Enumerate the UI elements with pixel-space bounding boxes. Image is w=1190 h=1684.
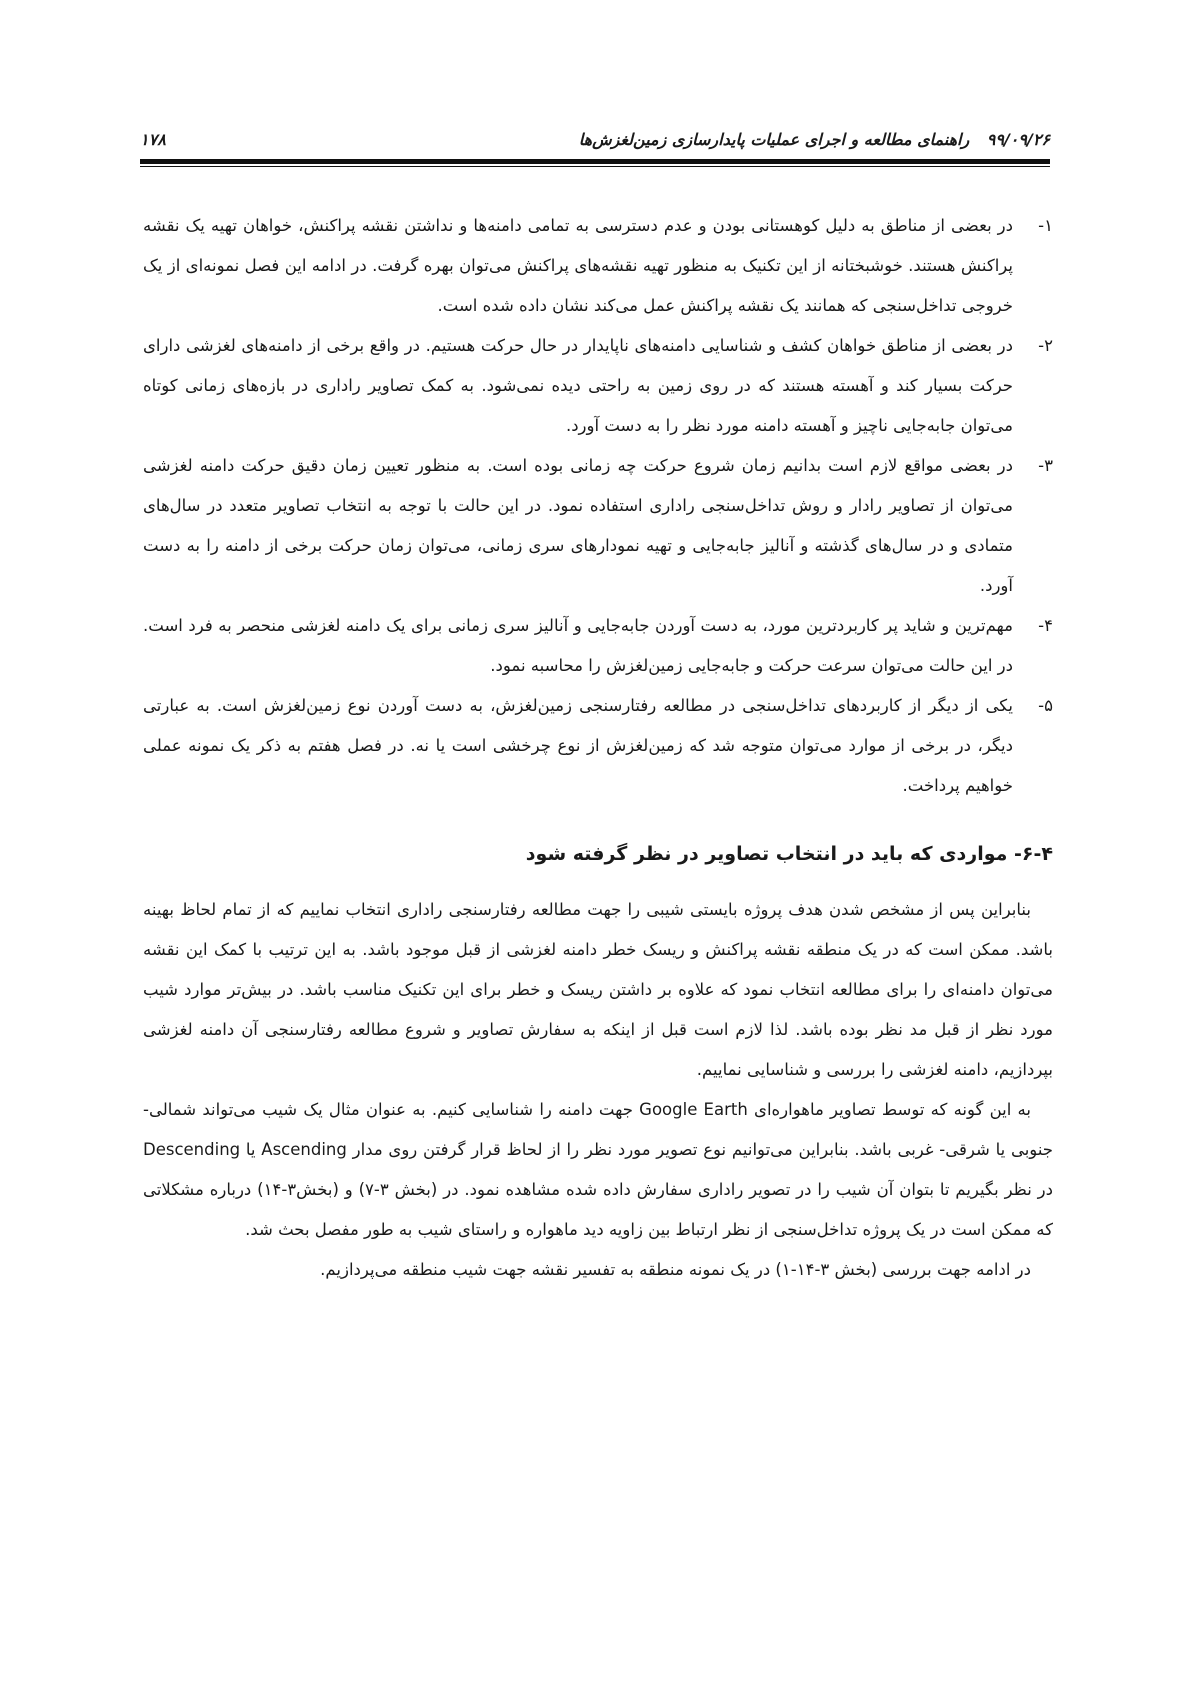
list-item-text: در بعضی از مناطق خواهان کشف و شناسایی دامنه‌های ناپایدار در حال حرکت هستیم. در واقع برخی از دامنه‌های لغزشی دارای حرکت بسیار کند و آهسته هستند که در روی زمین به راحتی دیده نمی‌شود. به کمک تصاویر راداری در بازه‌های زمانی کوتاه می‌توان جابه‌جایی ناچیز و آهسته دامنه مورد نظر را به دست آورد. <box>143 336 1013 435</box>
list-item-text: در بعضی از مناطق به دلیل کوهستانی بودن و عدم دسترسی به تمامی دامنه‌ها و نداشتن نقشه پراکنش، خواهان تهیه یک نقشه پراکنش هستند. خوشبختانه از این تکنیک به منظور تهیه نقشه‌های پراکنش می‌توان بهره گرفت. در ادامه این فصل نمونه‌ای از یک خروجی تداخل‌سنجی که همانند یک نقشه پراکنش عمل می‌کند نشان داده شده است. <box>143 216 1013 315</box>
list-item <box>143 326 1053 446</box>
numbered-list <box>143 206 1053 806</box>
page-header <box>140 128 1050 158</box>
header-rule-thick <box>140 159 1050 164</box>
header-date: ۹۹/۰۹/۲۶ <box>986 130 1050 149</box>
list-item-number: ۲- <box>1038 336 1053 355</box>
list-item <box>143 606 1053 686</box>
list-item-number: ۳- <box>1038 456 1053 475</box>
list-item-number: ۵- <box>1038 696 1053 715</box>
list-item-number: ۴- <box>1038 616 1053 635</box>
header-rule-thin <box>140 166 1050 167</box>
page-content <box>143 206 1053 1290</box>
body-paragraph: بنابراین پس از مشخص شدن هدف پروژه بایستی شیبی را جهت مطالعه رفتارسنجی راداری انتخاب نماییم که از تمام لحاظ بهینه باشد. ممکن است که در یک منطقه نقشه پراکنش و ریسک خطر دامنه لغزشی از قبل موجود باشد. به این ترتیب با کمک این نقشه می‌توان دامنه‌ای را برای مطالعه انتخاب نمود که علاوه بر داشتن ریسک و خطر برای این تکنیک مناسب باشد. در بیش‌تر موارد شیب مورد نظر از قبل مد نظر بوده باشد. لذا لازم است قبل از اینکه به سفارش تصاویر و شروع مطالعه رفتارسنجی آن دامنه لغزشی بپردازیم، دامنه لغزشی را بررسی و شناسایی نماییم. <box>143 900 1053 1079</box>
list-item-number: ۱- <box>1038 216 1053 235</box>
list-item <box>143 446 1053 606</box>
list-item <box>143 686 1053 806</box>
section-heading: ۶-۴- مواردی که باید در انتخاب تصاویر در نظر گرفته شود <box>525 843 1053 865</box>
list-item-text: مهم‌ترین و شاید پر کاربردترین مورد، به دست آوردن جابه‌جایی و آنالیز سری زمانی برای یک دامنه لغزشی منحصر به فرد است. در این حالت می‌توان سرعت حرکت و جابه‌جایی زمین‌لغزش را محاسبه نمود. <box>143 616 1013 675</box>
page-number: ۱۷۸ <box>140 130 166 149</box>
header-book-title: راهنمای مطالعه و اجرای عملیات پایدارسازی زمین‌لغزش‌ها <box>578 130 970 149</box>
body-paragraph: به این گونه که توسط تصاویر ماهواره‌ای Google Earth جهت دامنه را شناسایی کنیم. به عنوان مثال یک شیب می‌تواند شمالی- جنوبی یا شرقی- غربی باشد. بنابراین می‌توانیم نوع تصویر مورد نظر را از لحاظ قرار گرفتن روی مدار Ascending یا Descending در نظر بگیریم تا بتوان آن شیب را در تصویر راداری سفارش داده شده مشاهده نمود. در (بخش ۳-۷) و (بخش۳-۱۴) درباره مشکلاتی که ممکن است در یک پروژه تداخل‌سنجی از نظر ارتباط بین زاویه دید ماهواره و راستای شیب به طور مفصل بحث شد. <box>143 1100 1054 1239</box>
list-item-text: یکی از دیگر از کاربردهای تداخل‌سنجی در مطالعه رفتارسنجی زمین‌لغزش، به دست آوردن نوع زمین‌لغزش است. به عبارتی دیگر، در برخی از موارد می‌توان متوجه شد که زمین‌لغزش از نوع چرخشی است یا نه. در فصل هفتم به ذکر یک نمونه عملی خواهیم پرداخت. <box>143 696 1013 795</box>
list-item-text: در بعضی مواقع لازم است بدانیم زمان شروع حرکت چه زمانی بوده است. به منظور تعیین زمان دقیق حرکت دامنه لغزشی می‌توان از تصاویر رادار و روش تداخل‌سنجی راداری استفاده نمود. در این حالت با توجه به انتخاب تصاویر متعدد در سال‌های متمادی و در سال‌های گذشته و آنالیز جابه‌جایی و تهیه نمودارهای سری زمانی، می‌توان زمان حرکت برخی از دامنه را به دست آورد. <box>143 456 1013 595</box>
body-paragraph: در ادامه جهت بررسی (بخش ۳-۱۴-۱) در یک نمونه منطقه به تفسیر نقشه جهت شیب منطقه می‌پردازیم. <box>320 1260 1031 1279</box>
header-title-block <box>579 128 1050 152</box>
list-item <box>143 206 1053 326</box>
